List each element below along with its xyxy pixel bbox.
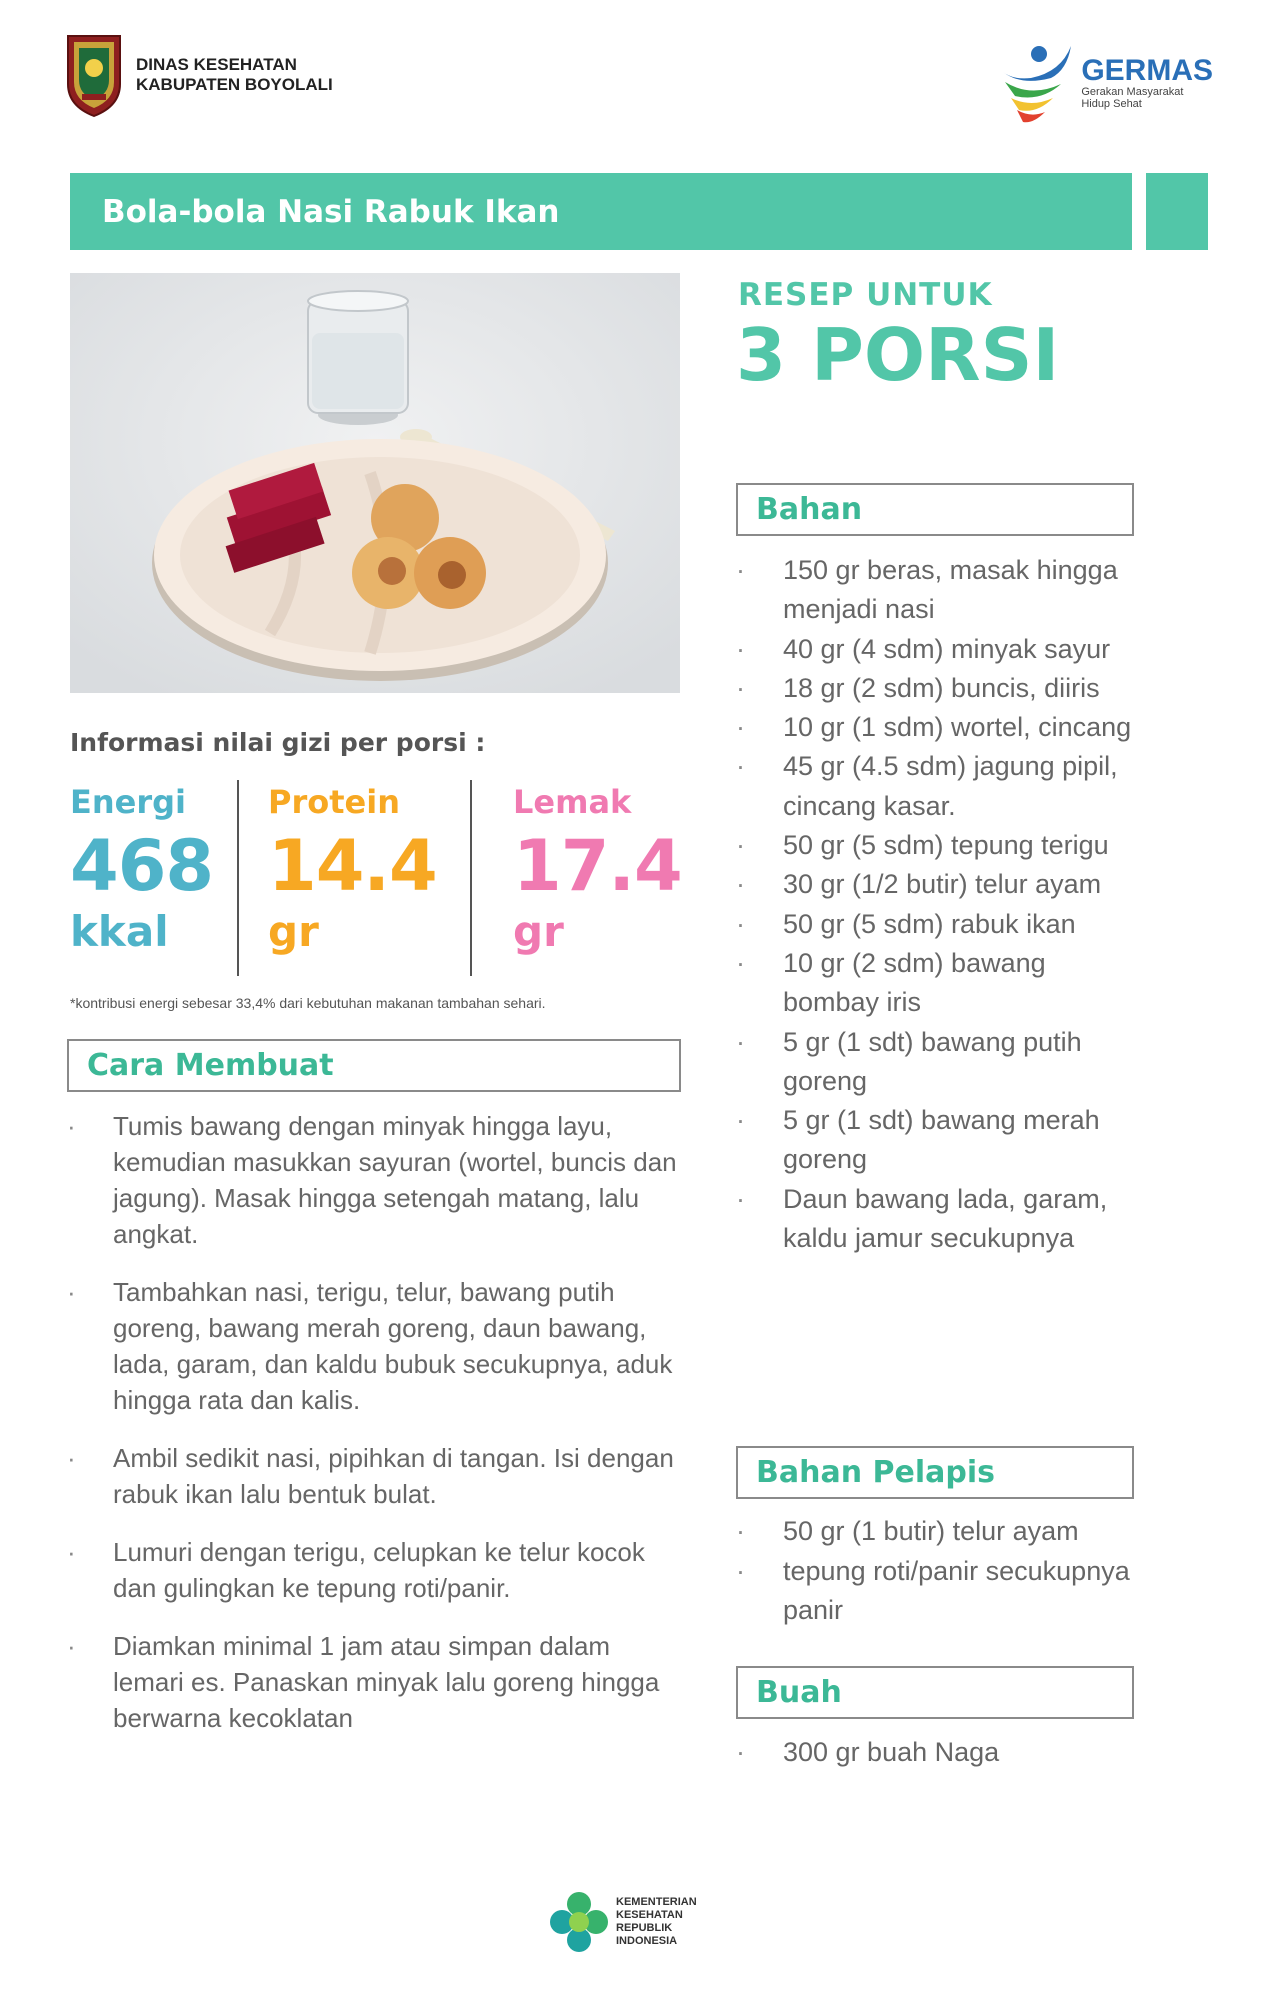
agency-name-line1: DINAS KESEHATAN	[136, 55, 297, 74]
nutrition-fat	[513, 782, 682, 956]
list-item: · 150 gr beras, masak hingga menjadi nasi	[736, 551, 1136, 630]
fruit-title: Buah	[756, 1675, 842, 1710]
nutrition-heading: Informasi nilai gizi per porsi :	[70, 728, 486, 757]
recipe-title: Bola-bola Nasi Rabuk Ikan	[102, 193, 560, 230]
coating-section-header	[736, 1446, 1134, 1499]
nutrition-protein	[268, 782, 437, 956]
agency-header	[64, 32, 333, 118]
fat-unit: gr	[513, 907, 564, 956]
energy-value: 468	[70, 825, 214, 907]
protein-unit: gr	[268, 907, 319, 956]
coating-list	[736, 1512, 1136, 1631]
list-item: · 10 gr (1 sdm) wortel, cincang	[736, 708, 1136, 747]
fat-label: Lemak	[513, 783, 632, 821]
list-item: · Lumuri dengan terigu, celupkan ke telur kocok dan gulingkan ke tepung roti/panir.	[67, 1534, 687, 1606]
list-item: · 18 gr (2 sdm) buncis, diiris	[736, 669, 1136, 708]
list-item: · 40 gr (4 sdm) minyak sayur	[736, 630, 1136, 669]
list-item: · Ambil sedikit nasi, pipihkan di tangan. Isi dengan rabuk ikan lalu bentuk bulat.	[67, 1440, 687, 1512]
boyolali-crest-icon	[64, 32, 124, 118]
list-item: · 50 gr (1 butir) telur ayam	[736, 1512, 1136, 1552]
list-item: · 5 gr (1 sdt) bawang putih goreng	[736, 1023, 1136, 1102]
food-illustration	[70, 273, 680, 693]
recipe-for-label: RESEP UNTUK	[738, 277, 993, 313]
ministry-line1: KEMENTERIAN	[616, 1896, 697, 1908]
protein-label: Protein	[268, 783, 400, 821]
ministry-line4: INDONESIA	[616, 1935, 678, 1947]
ingredients-title: Bahan	[756, 492, 863, 527]
germas-figure-icon	[1001, 42, 1079, 124]
list-item: · 300 gr buah Naga	[736, 1733, 1136, 1773]
energy-unit: kkal	[70, 907, 169, 956]
energy-footnote: *kontribusi energi sebesar 33,4% dari kebutuhan makanan tambahan sehari.	[70, 995, 546, 1011]
recipe-portions: 3 PORSI	[736, 313, 1060, 397]
protein-value: 14.4	[268, 825, 437, 907]
germas-logo	[1001, 42, 1213, 124]
ingredients-section-header	[736, 483, 1134, 536]
germas-title: GERMAS	[1081, 54, 1213, 87]
method-steps-list	[67, 1108, 687, 1758]
nutrition-energy	[70, 782, 213, 956]
list-item: · Daun bawang lada, garam, kaldu jamur secukupnya	[736, 1180, 1136, 1259]
nutrition-divider	[237, 780, 239, 976]
list-item: · Tambahkan nasi, terigu, telur, bawang putih goreng, bawang merah goreng, daun bawang, lada, garam, dan kaldu bubuk secukupnya, aduk hingga rata dan kalis.	[67, 1274, 687, 1418]
ministry-line2: KESEHATAN	[616, 1909, 683, 1921]
list-item: · 45 gr (4.5 sdm) jagung pipil, cincang kasar.	[736, 747, 1136, 826]
method-title: Cara Membuat	[87, 1048, 334, 1083]
list-item: · Tumis bawang dengan minyak hingga layu, kemudian masukkan sayuran (wortel, buncis dan jagung). Masak hingga setengah matang, lalu angkat.	[67, 1108, 687, 1252]
list-item: · tepung roti/panir secukupnya panir	[736, 1552, 1136, 1631]
food-photo	[70, 273, 680, 693]
method-section-header	[67, 1039, 681, 1092]
list-item: · 50 gr (5 sdm) rabuk ikan	[736, 905, 1136, 944]
coating-title: Bahan Pelapis	[756, 1455, 995, 1490]
fat-value: 17.4	[513, 825, 682, 907]
germas-subtitle-line2: Hidup Sehat	[1081, 98, 1142, 110]
list-item: · 30 gr (1/2 butir) telur ayam	[736, 865, 1136, 904]
kemenkes-plus-icon	[548, 1890, 610, 1954]
fruit-list	[736, 1733, 1136, 1773]
title-accent-block	[1146, 173, 1208, 250]
list-item: · 5 gr (1 sdt) bawang merah goreng	[736, 1101, 1136, 1180]
energy-label: Energi	[70, 783, 186, 821]
ingredients-list	[736, 551, 1136, 1258]
ministry-line3: REPUBLIK	[616, 1922, 673, 1934]
kemenkes-logo	[548, 1890, 697, 1954]
nutrition-divider	[470, 780, 472, 976]
list-item: · 10 gr (2 sdm) bawang bombay iris	[736, 944, 1136, 1023]
germas-subtitle-line1: Gerakan Masyarakat	[1081, 86, 1184, 98]
list-item: · 50 gr (5 sdm) tepung terigu	[736, 826, 1136, 865]
agency-name-line2: KABUPATEN BOYOLALI	[136, 75, 333, 94]
fruit-section-header	[736, 1666, 1134, 1719]
list-item: · Diamkan minimal 1 jam atau simpan dalam lemari es. Panaskan minyak lalu goreng hingga berwarna kecoklatan	[67, 1628, 687, 1736]
recipe-title-bar	[70, 173, 1132, 250]
